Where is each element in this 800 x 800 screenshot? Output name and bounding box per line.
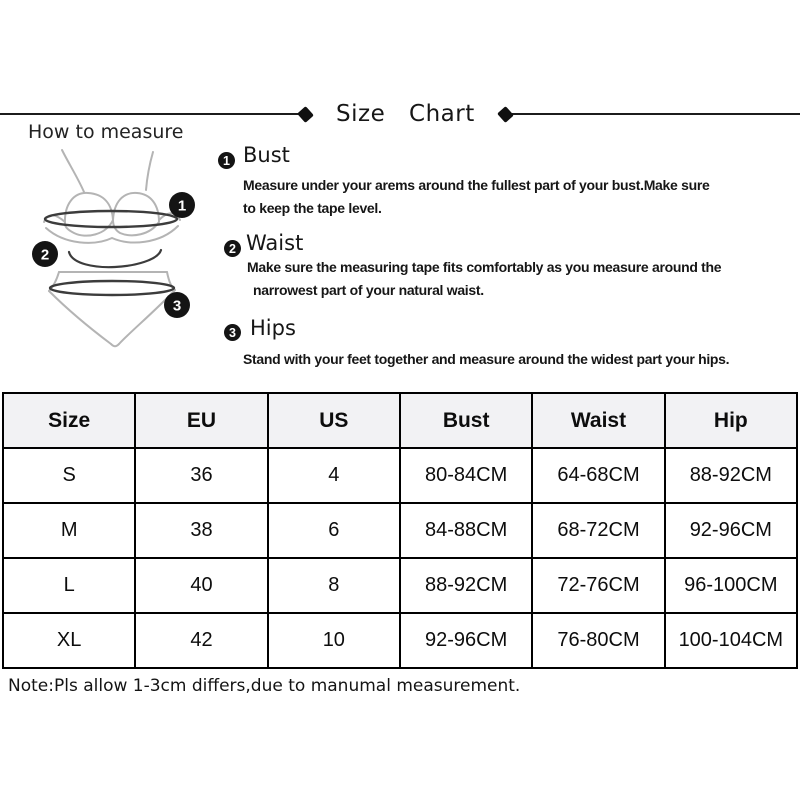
cell-waist: 64-68CM	[532, 448, 664, 503]
cell-bust: 84-88CM	[400, 503, 532, 558]
cell-waist: 76-80CM	[532, 613, 664, 668]
cell-us: 6	[268, 503, 400, 558]
step-1-line-1: Measure under your arems around the fullest part of your bust.Make sure	[243, 177, 710, 193]
cell-size: L	[3, 558, 135, 613]
cell-hip: 88-92CM	[665, 448, 797, 503]
step-2-line-1: Make sure the measuring tape fits comfortably as you measure around the	[247, 259, 722, 275]
col-header-size: Size	[3, 393, 135, 448]
cell-waist: 72-76CM	[532, 558, 664, 613]
hips-badge-number: 3	[172, 297, 182, 315]
cell-size: S	[3, 448, 135, 503]
waist-badge-number: 2	[40, 246, 50, 264]
step-1-line-2: to keep the tape level.	[243, 200, 382, 216]
step-1-heading: Bust	[243, 143, 290, 167]
step-3-line-1: Stand with your feet together and measure around the widest part your hips.	[243, 351, 730, 367]
step-2-badge: 2	[224, 240, 241, 257]
cell-bust: 88-92CM	[400, 558, 532, 613]
cell-eu: 36	[135, 448, 267, 503]
table-row-xl	[3, 613, 797, 668]
col-header-hip: Hip	[665, 393, 797, 448]
how-to-measure-heading: How to measure	[28, 121, 184, 143]
cell-eu: 42	[135, 613, 267, 668]
page-title: Size Chart	[336, 101, 475, 127]
step-1-badge: 1	[218, 152, 235, 169]
bikini-measure-illustration	[20, 142, 215, 352]
cell-waist: 68-72CM	[532, 503, 664, 558]
table-row-m	[3, 503, 797, 558]
col-header-waist: Waist	[532, 393, 664, 448]
step-1-description	[243, 174, 709, 220]
cell-eu: 38	[135, 503, 267, 558]
cell-hip: 92-96CM	[665, 503, 797, 558]
step-3-badge: 3	[224, 324, 241, 341]
size-table	[2, 392, 798, 669]
col-header-bust: Bust	[400, 393, 532, 448]
bust-badge-number: 1	[177, 197, 187, 215]
title-rule-right	[512, 113, 800, 115]
diamond-icon	[497, 106, 514, 123]
step-3-description	[243, 348, 729, 371]
col-header-eu: EU	[135, 393, 267, 448]
table-row-s	[3, 448, 797, 503]
cell-us: 4	[268, 448, 400, 503]
cell-eu: 40	[135, 558, 267, 613]
cell-size: XL	[3, 613, 135, 668]
cell-bust: 80-84CM	[400, 448, 532, 503]
step-3-heading: Hips	[250, 316, 296, 340]
table-row-l	[3, 558, 797, 613]
cell-bust: 92-96CM	[400, 613, 532, 668]
cell-hip: 96-100CM	[665, 558, 797, 613]
cell-us: 10	[268, 613, 400, 668]
cell-size: M	[3, 503, 135, 558]
step-2-description	[247, 256, 721, 302]
cell-hip: 100-104CM	[665, 613, 797, 668]
step-2-line-2: narrowest part of your natural waist.	[253, 282, 484, 298]
step-2-heading: Waist	[246, 231, 304, 255]
cell-us: 8	[268, 558, 400, 613]
size-table-header-row	[3, 393, 797, 448]
title-rule-left	[0, 113, 299, 115]
bikini-top-sketch	[44, 150, 180, 243]
measurement-note: Note:Pls allow 1-3cm differs,due to manumal measurement.	[8, 676, 521, 696]
col-header-us: US	[268, 393, 400, 448]
